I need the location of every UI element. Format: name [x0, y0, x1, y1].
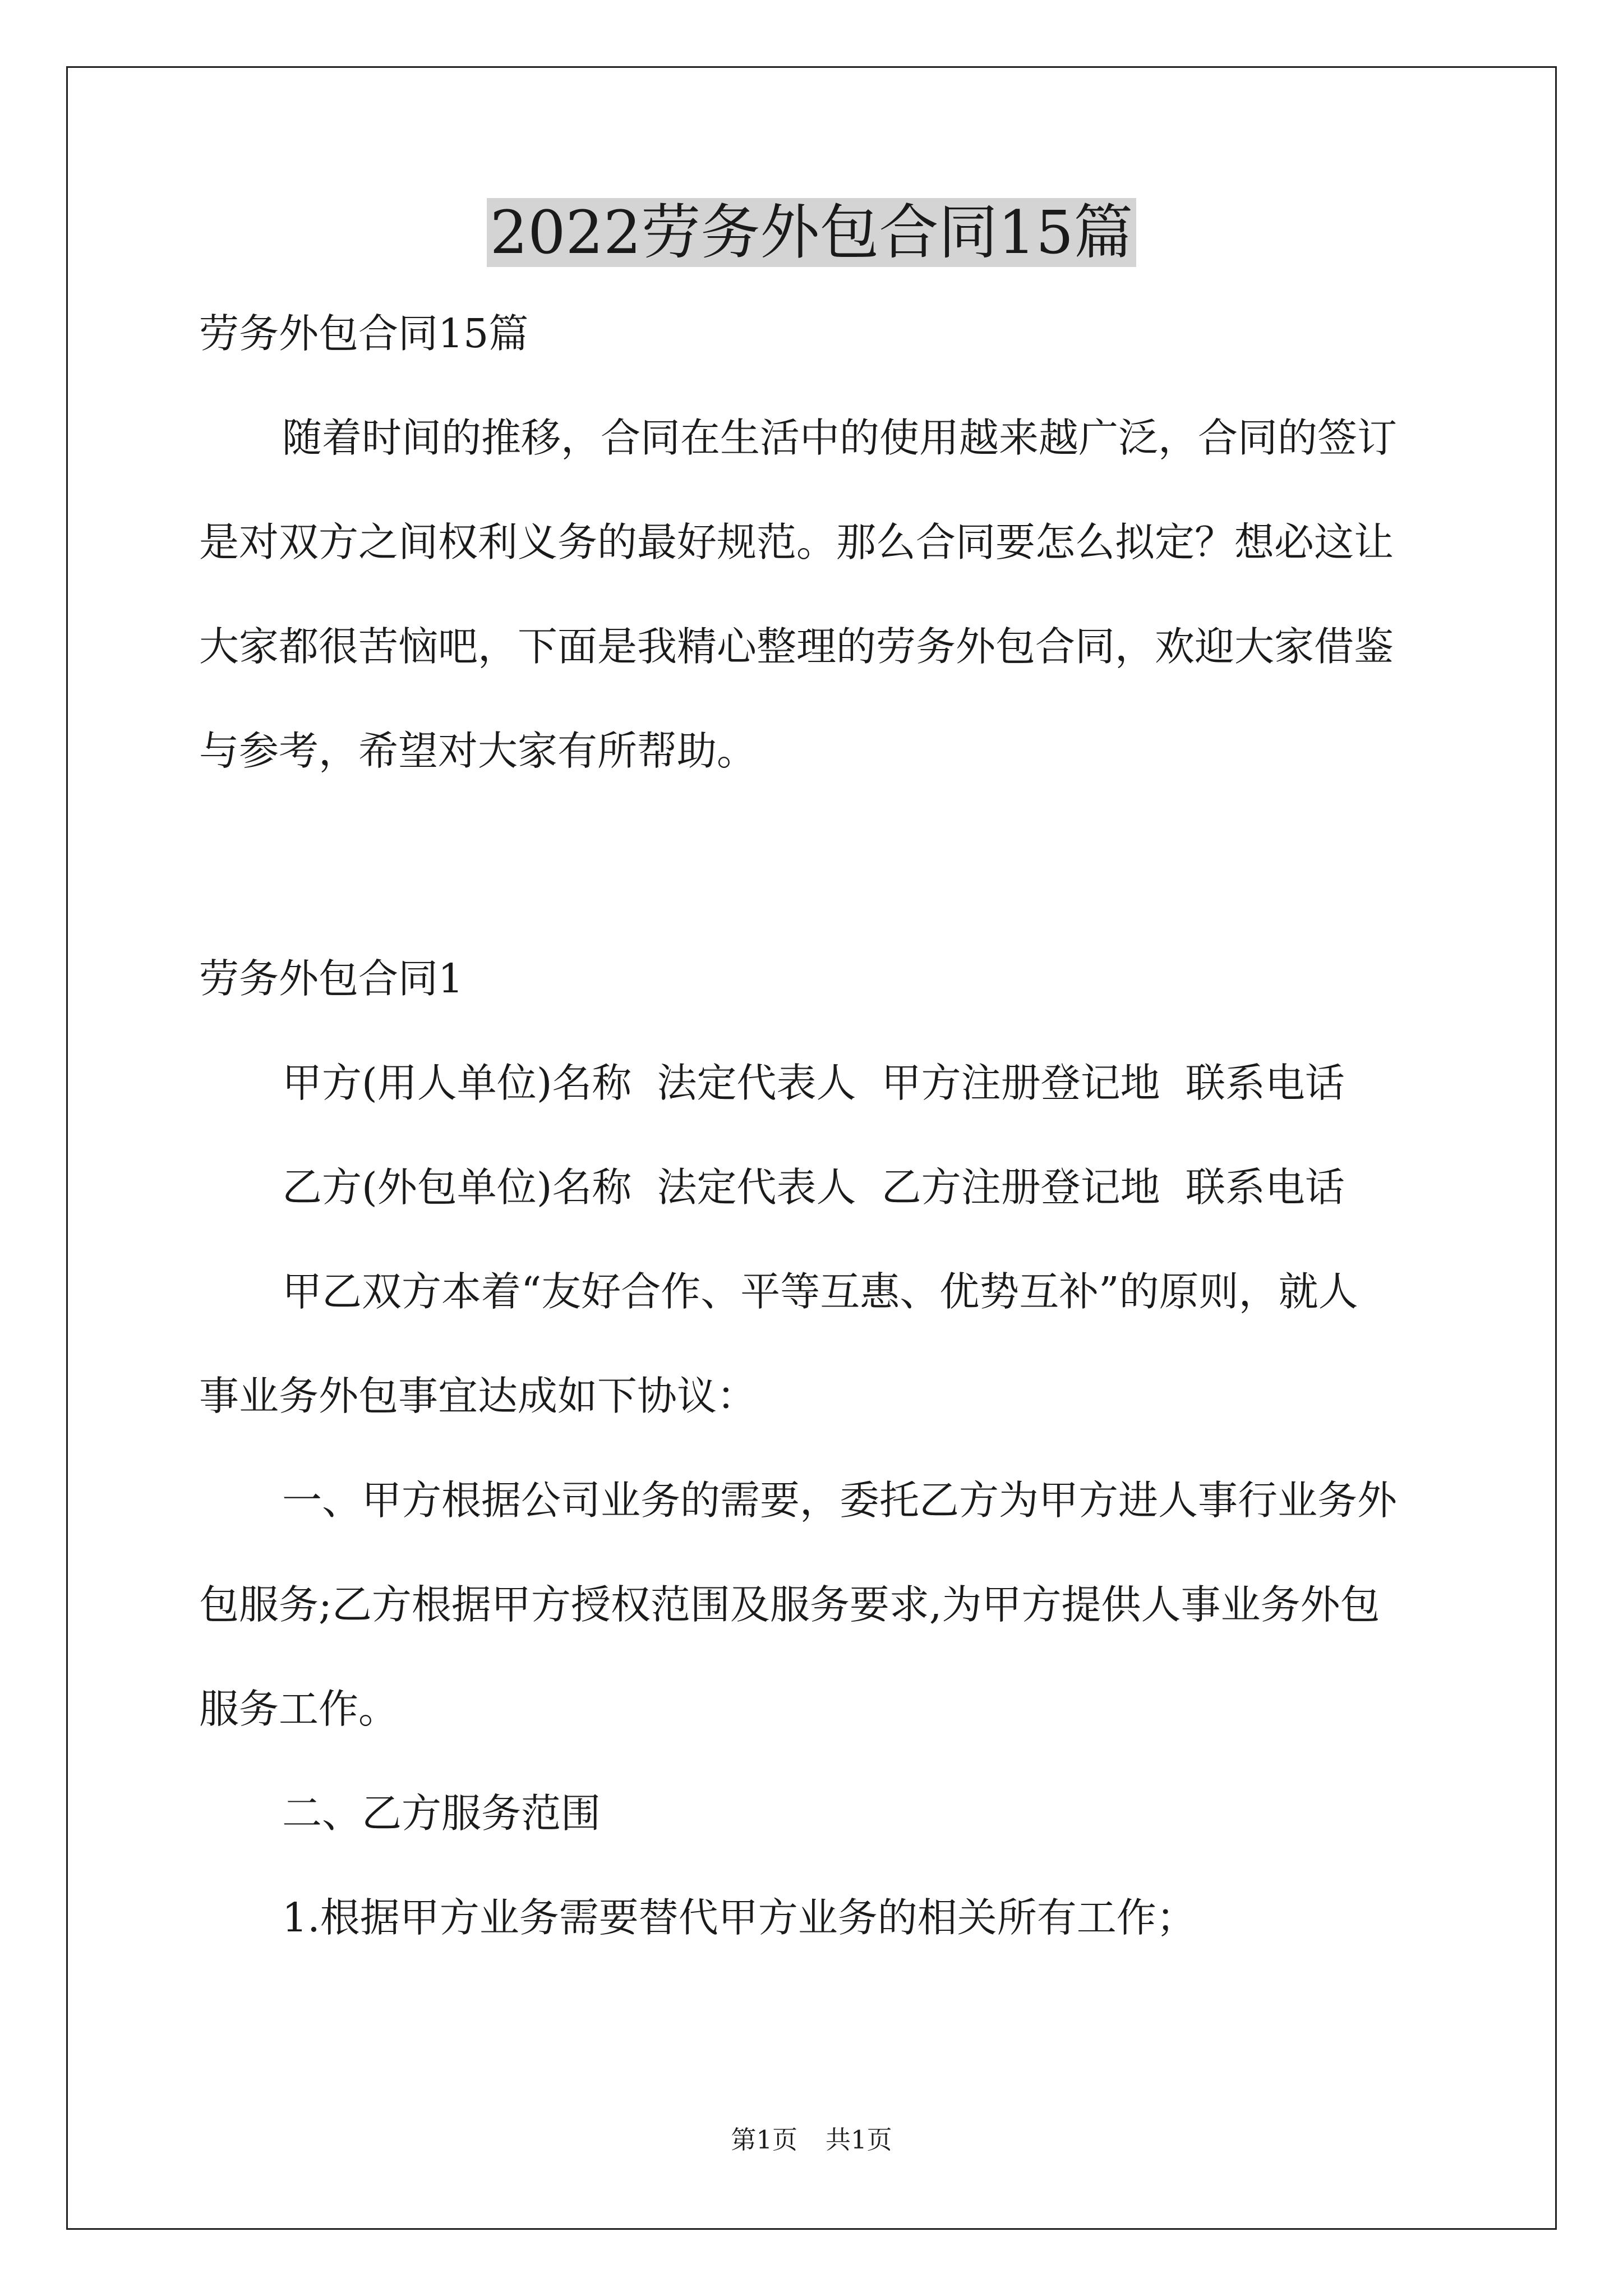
principle-line-1: 甲乙双方本着“友好合作、平等互惠、优势互补”的原则，就人 — [282, 1268, 1358, 1315]
intro-line-3: 大家都很苦恼吧，下面是我精心整理的劳务外包合同，欢迎大家借鉴 — [199, 623, 1394, 670]
page-footer — [0, 2123, 1623, 2157]
page-total: 共1页 — [826, 2125, 892, 2155]
clause-1-line-3: 服务工作。 — [199, 1686, 399, 1732]
principle-line-2: 事业务外包事宜达成如下协议： — [199, 1373, 757, 1419]
intro-line-1: 随着时间的推移，合同在生活中的使用越来越广泛，合同的签订 — [282, 415, 1398, 461]
intro-line-4: 与参考，希望对大家有所帮助。 — [199, 728, 757, 774]
document-title — [0, 194, 1623, 272]
clause-1-line-1: 一、甲方根据公司业务的需要，委托乙方为甲方进人事行业务外 — [282, 1477, 1398, 1524]
clause-2-heading: 二、乙方服务范围 — [282, 1790, 601, 1837]
subtitle-line: 劳务外包合同15篇 — [199, 310, 529, 357]
party-b-line: 乙方(外包单位)名称 法定代表人 乙方注册登记地 联系电话 — [282, 1164, 1345, 1211]
intro-line-2: 是对双方之间权利义务的最好规范。那么合同要怎么拟定？想必这让 — [199, 519, 1394, 565]
document-title-text: 2022劳务外包合同15篇 — [487, 198, 1137, 267]
party-a-line: 甲方(用人单位)名称 法定代表人 甲方注册登记地 联系电话 — [282, 1060, 1345, 1106]
clause-1-line-2: 包服务;乙方根据甲方授权范围及服务要求,为甲方提供人事业务外包 — [199, 1581, 1380, 1628]
section-heading: 劳务外包合同1 — [199, 955, 464, 1002]
clause-2-item-1: 1.根据甲方业务需要替代甲方业务的相关所有工作； — [282, 1894, 1196, 1941]
page-number: 第1页 — [731, 2125, 797, 2155]
